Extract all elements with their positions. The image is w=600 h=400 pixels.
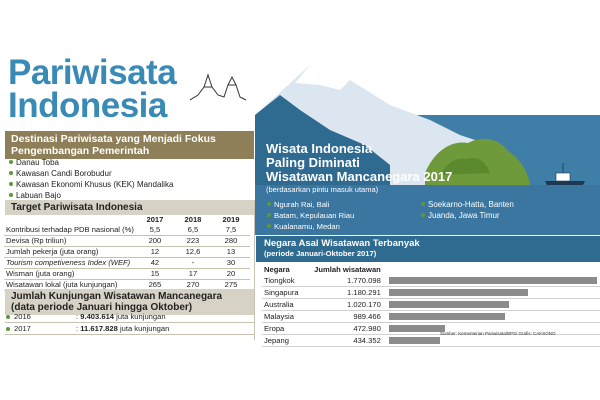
country-name: Eropa: [262, 323, 312, 335]
origin-header: [256, 236, 600, 262]
bar-cell: [387, 275, 600, 287]
visit-year: 2016: [14, 312, 31, 321]
popular-title-line: Wisatawan Mancanegara 2017: [266, 169, 453, 184]
year-header: 2019: [222, 215, 240, 224]
bar-cell: [387, 311, 600, 323]
popular-list-col2: [420, 199, 514, 221]
origin-heading: Negara Asal Wisatawan Terbanyak: [264, 238, 420, 249]
list-item: Kawasan Ekonomi Khusus (KEK) Mandalika: [8, 179, 173, 190]
title-line-1: Pariwisata: [8, 53, 177, 92]
row-value: 30: [212, 258, 250, 269]
col-country-header: Negara: [264, 265, 290, 274]
visit-value: 9.403.614: [80, 312, 115, 321]
list-item: Kualanamu, Medan: [266, 221, 354, 232]
visits-heading: Jumlah Kunjungan Wisatawan Mancanegara (data periode Januari hingga Oktober): [5, 289, 254, 315]
list-item: Danau Toba: [8, 157, 173, 168]
table-row: [262, 335, 600, 347]
country-value: 1.020.170: [312, 299, 387, 311]
row-value: 15: [136, 269, 174, 280]
table-row: [262, 299, 600, 311]
targets-heading: Target Pariwisata Indonesia: [5, 200, 254, 215]
row-value: 280: [212, 236, 250, 247]
visit-unit: juta kunjungan: [116, 312, 166, 321]
targets-table: [4, 215, 250, 291]
row-value: 275: [212, 280, 250, 291]
row-value: 12: [136, 247, 174, 258]
row-value: 5,5: [136, 225, 174, 236]
row-label: Jumlah pekerja (juta orang): [4, 247, 136, 258]
country-name: Australia: [262, 299, 312, 311]
list-item: Kawasan Candi Borobudur: [8, 168, 173, 179]
popular-subtitle: (berdasarkan pintu masuk utama): [266, 185, 379, 194]
bar: [389, 301, 509, 308]
country-value: 472.980: [312, 323, 387, 335]
row-value: 13: [212, 247, 250, 258]
row-label: Kontribusi terhadap PDB nasional (%): [6, 225, 134, 234]
bar: [389, 325, 445, 332]
table-row: [4, 269, 250, 280]
row-label: Wisman (juta orang): [4, 269, 136, 280]
visits-list: [5, 311, 254, 335]
popular-list-col1: [266, 199, 354, 232]
row-label: Devisa (Rp triliun): [4, 236, 136, 247]
table-row: [262, 287, 600, 299]
country-value: 1.180.291: [312, 287, 387, 299]
destinations-list: [8, 157, 173, 201]
col-value-header: Jumlah wisatawan: [314, 265, 381, 274]
row-value: 17: [174, 269, 212, 280]
row-value: 270: [174, 280, 212, 291]
bar-cell: [387, 287, 600, 299]
table-row: [4, 258, 250, 269]
row-value: 265: [136, 280, 174, 291]
visit-year: 2017: [14, 324, 31, 333]
popular-title: [266, 142, 452, 184]
visit-unit: juta kunjungan: [119, 324, 170, 333]
divider: [254, 200, 255, 340]
table-row: [4, 236, 250, 247]
row-value: -: [174, 258, 212, 269]
row-label: Tourism competiveness Index (WEF): [4, 258, 136, 269]
bullet-icon: [6, 315, 10, 319]
row-value: 20: [212, 269, 250, 280]
country-name: Singapura: [262, 287, 312, 299]
popular-title-line: Wisata Indonesia: [266, 141, 373, 156]
row-value: 42: [136, 258, 174, 269]
bar: [389, 337, 440, 344]
list-item: 2016 : 9.403.614 juta kunjungan: [5, 311, 254, 323]
bar: [389, 277, 597, 284]
table-row: [4, 247, 250, 258]
country-name: Tiongkok: [262, 275, 312, 287]
origin-subheading: (periode Januari-Oktober 2017): [264, 249, 377, 258]
country-name: Jepang: [262, 335, 312, 347]
list-item: Batam, Kepulauan Riau: [266, 210, 354, 221]
row-label: Wisatawan lokal (juta kunjungan): [4, 280, 136, 291]
visit-value: 11.617.828: [80, 324, 118, 333]
year-header: 2018: [184, 215, 202, 224]
bar-cell: [387, 299, 600, 311]
destinations-heading: Destinasi Pariwisata yang Menjadi Fokus Pengembangan Pemerintah: [5, 131, 254, 159]
country-value: 1.770.098: [312, 275, 387, 287]
table-row: [4, 225, 250, 236]
list-item: Labuan Bajo: [8, 190, 173, 201]
country-name: Malaysia: [262, 311, 312, 323]
bar: [389, 313, 505, 320]
table-row: [262, 311, 600, 323]
row-value: 6,5: [174, 225, 212, 236]
row-value: 223: [174, 236, 212, 247]
year-header: 2017: [146, 215, 164, 224]
bar-cell: [387, 335, 600, 347]
row-value: 7,5: [212, 225, 250, 236]
temple-silhouette-icon: [190, 75, 246, 100]
table-row: [262, 275, 600, 287]
source-note: Sumber: Kementerian Pariwisata/BPS/ Grafis: CAKSONO: [440, 331, 556, 336]
popular-title-line: Paling Diminati: [266, 155, 360, 170]
bullet-icon: [6, 327, 10, 331]
country-value: 989.466: [312, 311, 387, 323]
row-value: 200: [136, 236, 174, 247]
row-value: 12,6: [174, 247, 212, 258]
list-item: 2017 : 11.617.828 juta kunjungan: [5, 323, 254, 335]
country-value: 434.352: [312, 335, 387, 347]
bar: [389, 289, 528, 296]
list-item: Ngurah Rai, Bali: [266, 199, 354, 210]
list-item: Juanda, Jawa Timur: [420, 210, 514, 221]
list-item: Soekarno-Hatta, Banten: [420, 199, 514, 210]
title-line-2: Indonesia: [8, 86, 167, 125]
